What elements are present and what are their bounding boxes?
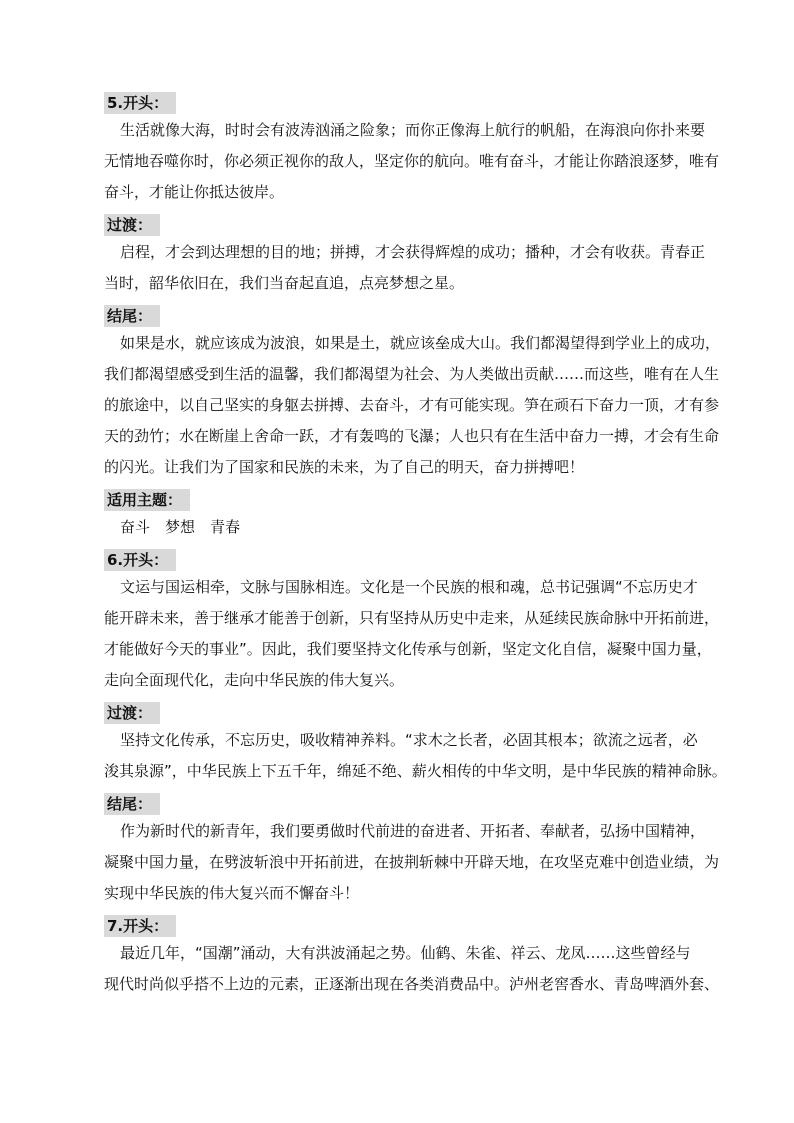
paragraph-line: 实现中华民族的伟大复兴而不懈奋斗！ [104, 884, 360, 902]
section-paragraph [104, 725, 734, 787]
section-label: 7.开头： [104, 915, 176, 937]
paragraph-line: 的旅途中，以自己坚实的身躯去拼搏、去奋斗，才有可能实现。笋在顽石下奋力一顶，才有参 [104, 396, 720, 414]
paragraph-line: 能开辟未来，善于继承才能善于创新，只有坚持从历史中走来，从延续民族命脉中开拓前进， [104, 609, 720, 627]
section-label: 过渡： [104, 214, 160, 236]
section-block [104, 915, 734, 1000]
section-block [104, 549, 734, 696]
paragraph-line: 无情地吞噬你时，你必须正视你的敌人，坚定你的航向。唯有奋斗，才能让你踏浪逐梦，唯有 [104, 152, 720, 170]
section-block [104, 92, 734, 208]
paragraph-line: 我们都渴望感受到生活的温馨，我们都渴望为社会、为人类做出贡献……而这些，唯有在人生 [104, 365, 720, 383]
section-block [104, 305, 734, 483]
paragraph-line: 凝聚中国力量，在劈波斩浪中开拓前进，在披荆斩棘中开辟天地，在攻坚克难中创造业绩，为 [104, 853, 720, 871]
section-label: 5.开头： [104, 92, 176, 114]
section-paragraph [104, 572, 734, 696]
paragraph-line: 当时，韶华依旧在，我们当奋起直追，点亮梦想之星。 [104, 274, 465, 292]
section-paragraph [104, 237, 734, 299]
section-block [104, 489, 734, 543]
section-block [104, 702, 734, 787]
paragraph-line: 最近几年，“国潮”涌动，大有洪波涌起之势。仙鹤、朱雀、祥云、龙凤……这些曾经与 [120, 944, 691, 962]
section-label: 适用主题： [104, 489, 190, 511]
paragraph-line: 生活就像大海，时时会有波涛汹涌之险象；而你正像海上航行的帆船，在海浪向你扑来要 [120, 121, 706, 139]
paragraph-line: 作为新时代的新青年，我们要勇做时代前进的奋进者、开拓者、奉献者，弘扬中国精神， [120, 822, 706, 840]
paragraph-line: 坚持文化传承，不忘历史，吸收精神养料。“求木之长者，必固其根本；欲流之远者，必 [120, 731, 698, 749]
paragraph-line: 如果是水，就应该成为波浪，如果是土，就应该垒成大山。我们都渴望得到学业上的成功， [120, 334, 721, 352]
paragraph-line: 的闪光。让我们为了国家和民族的未来，为了自己的明天，奋力拼搏吧！ [104, 458, 585, 476]
paragraph-line: 奋斗，才能让你抵达彼岸。 [104, 183, 285, 201]
section-label: 结尾： [104, 305, 160, 327]
section-paragraph [104, 816, 734, 909]
paragraph-line: 奋斗 梦想 青春 [120, 518, 241, 536]
paragraph-line: 启程，才会到达理想的目的地；拼搏，才会获得辉煌的成功；播种，才会有收获。青春正 [120, 243, 706, 261]
paragraph-line: 天的劲竹；水在断崖上舍命一跃，才有轰鸣的飞瀑；人也只有在生活中奋力一搏，才会有生命 [104, 427, 720, 445]
section-paragraph [104, 512, 734, 543]
section-label: 6.开头： [104, 549, 176, 571]
paragraph-line: 才能做好今天的事业”。因此，我们要坚持文化传承与创新，坚定文化自信，凝聚中国力量， [104, 640, 712, 658]
paragraph-line: 浚其泉源”，中华民族上下五千年，绵延不绝、薪火相传的中华文明，是中华民族的精神命脉。 [104, 762, 727, 780]
paragraph-line: 文运与国运相牵，文脉与国脉相连。文化是一个民族的根和魂，总书记强调“不忘历史才 [120, 578, 698, 596]
section-paragraph [104, 328, 734, 483]
section-label: 过渡： [104, 702, 160, 724]
section-label: 结尾： [104, 793, 160, 815]
paragraph-line: 走向全面现代化，走向中华民族的伟大复兴。 [104, 671, 405, 689]
section-paragraph [104, 938, 734, 1000]
section-block [104, 214, 734, 299]
paragraph-line: 现代时尚似乎搭不上边的元素，正逐渐出现在各类消费品中。泸州老窖香水、青岛啤酒外套、 [104, 975, 720, 993]
section-paragraph [104, 115, 734, 208]
section-block [104, 793, 734, 909]
